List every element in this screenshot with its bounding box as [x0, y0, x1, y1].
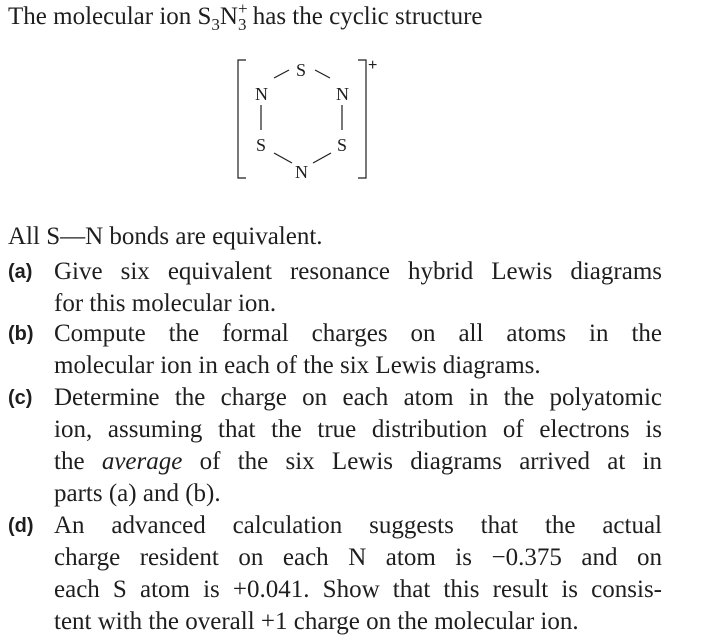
question-label: (b) — [8, 323, 34, 345]
text-line-with-emphasis: the average of the six Lewis diagrams arrived at in — [54, 448, 662, 475]
bond-n1-s1 — [274, 70, 289, 78]
atom-n-bottom: N — [295, 162, 308, 182]
text-line: molecular ion in each of the six Lewis diagrams. — [54, 352, 541, 379]
nitrogen-subscript: 3 — [237, 15, 247, 34]
left-bracket — [238, 60, 246, 178]
atom-n-upper-left: N — [255, 84, 268, 104]
bond-s2-n3 — [313, 153, 331, 163]
atom-n-upper-right: N — [336, 84, 349, 104]
question-text — [54, 510, 662, 638]
bracket-charge: + — [368, 57, 378, 74]
text-line: each S atom is +0.041. Show that this result is consis- — [54, 576, 662, 603]
bond-n3-s3 — [274, 153, 292, 163]
text-line: charge resident on each N atom is −0.375 and on — [54, 544, 662, 571]
question-text — [54, 256, 662, 320]
intro-sentence — [8, 2, 483, 34]
intro-text-before: The molecular ion S — [8, 3, 212, 30]
question-label: (c) — [8, 387, 33, 409]
text-line: ion, assuming that the true distribution of electrons is — [54, 416, 662, 443]
atom-s-lower-left: S — [256, 135, 267, 155]
text-line: tent with the overall +1 charge on the molecular ion. — [54, 608, 579, 635]
ion-charge-superscript: + — [237, 0, 248, 18]
atom-s-lower-right: S — [337, 135, 348, 155]
nitrogen-letter: N — [219, 3, 238, 30]
s3n3-ring-diagram — [228, 50, 388, 190]
intro-text-after: has the cyclic structure — [246, 3, 483, 30]
emphasized-word: average — [101, 448, 183, 475]
question-label: (a) — [8, 261, 33, 283]
text-line: Determine the charge on each atom in the polyatomic — [54, 384, 662, 411]
question-text — [54, 318, 662, 382]
text-line: Compute the formal charges on all atoms in the — [54, 320, 662, 347]
text-line: parts (a) and (b). — [54, 480, 221, 507]
atom-s-top: S — [296, 60, 307, 80]
right-bracket — [358, 60, 366, 178]
bond-statement: All S—N bonds are equivalent. — [8, 223, 323, 250]
text-line: An advanced calculation suggests that the actual — [54, 512, 662, 539]
text-line: Give six equivalent resonance hybrid Lewis diagrams — [54, 258, 662, 285]
question-label: (d) — [8, 515, 34, 537]
text-line: for this molecular ion. — [54, 290, 277, 317]
sulfur-subscript: 3 — [211, 15, 220, 34]
question-text — [54, 382, 662, 510]
bond-s1-n2 — [315, 70, 330, 78]
